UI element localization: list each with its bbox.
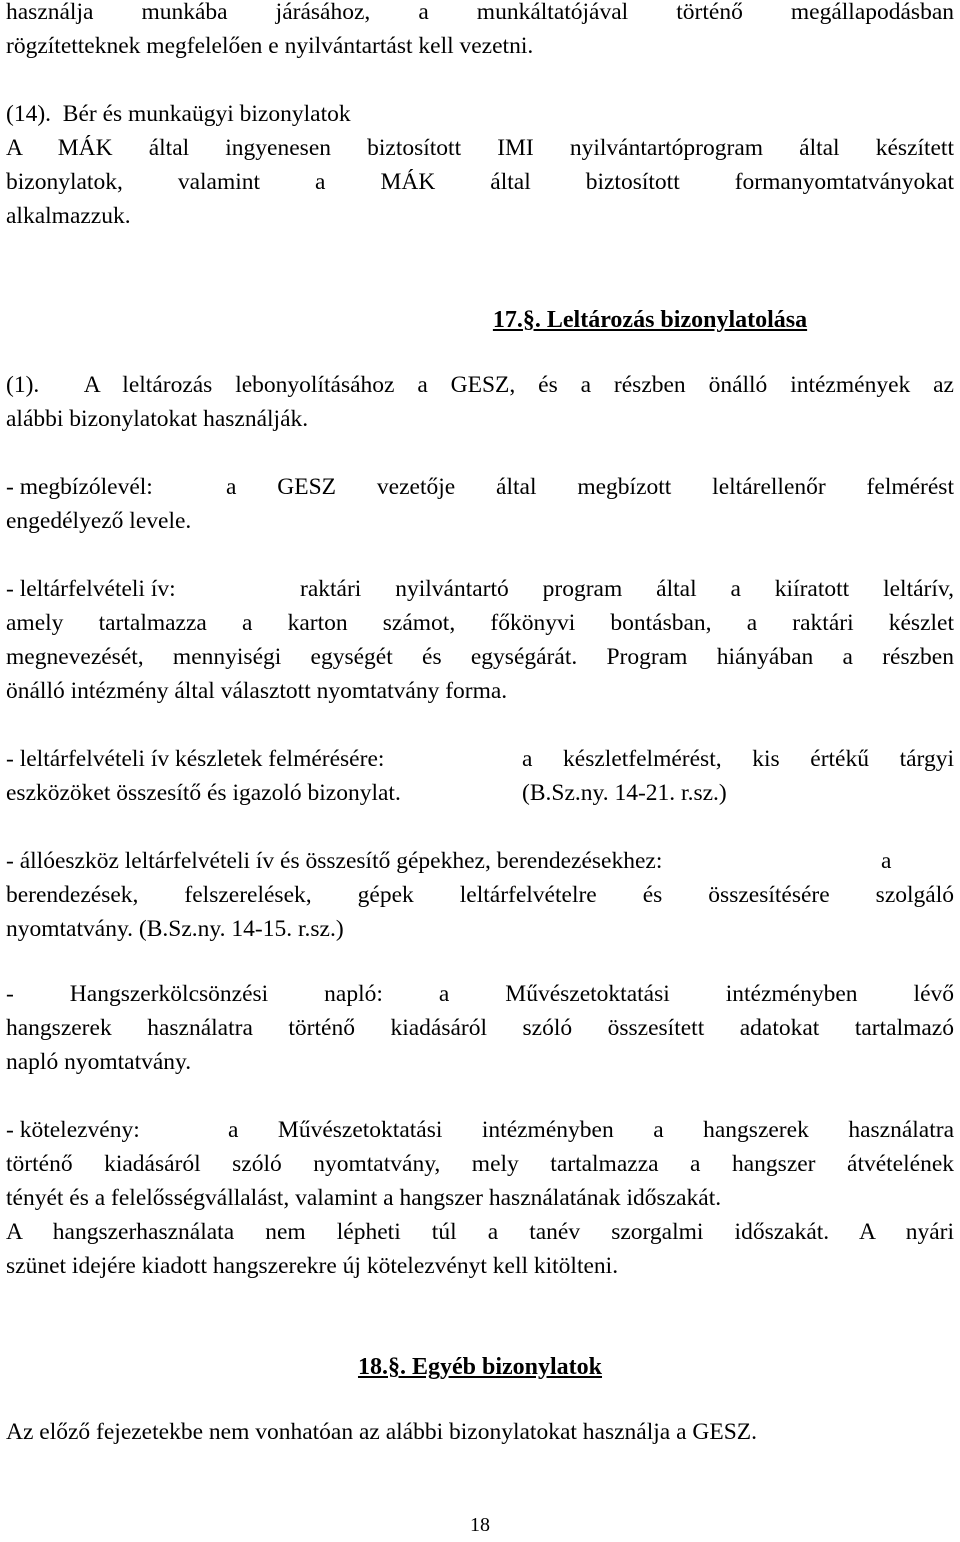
page-number: 18 xyxy=(470,1514,490,1536)
text-line: szünet idejére kiadott hangszerekre új kötelezvényt kell kitölteni. xyxy=(6,1253,619,1279)
item-kotelezveny xyxy=(6,1113,954,1283)
text-line xyxy=(6,742,954,776)
text-line: - Hangszerkölcsönzési napló: a Művészetoktatási intézményben lévő xyxy=(6,981,954,1007)
section-14-title: (14). Bér és munkaügyi bizonylatok xyxy=(6,101,351,127)
item-term: - megbízólevél: xyxy=(6,474,153,500)
text-line: A hangszerhasználata nem lépheti túl a tanév szorgalmi időszakát. A nyári xyxy=(6,1219,954,1245)
text-line: használja munkába járásához, a munkáltatójával történő megállapodásban xyxy=(6,0,954,25)
item-text: raktári nyilvántartó program által a kiíratott leltárív, xyxy=(300,576,954,602)
text-line xyxy=(6,776,954,810)
text-line: rögzítetteknek megfelelően e nyilvántartást kell vezetni. xyxy=(6,33,534,59)
text-line: engedélyező levele. xyxy=(6,508,192,534)
text-line: berendezések, felszerelések, gépek leltárfelvételre és összesítésére szolgáló xyxy=(6,882,954,908)
paragraph-18 xyxy=(6,1415,954,1449)
intro-paragraph xyxy=(6,0,954,63)
heading-17: 17.§. Leltározás bizonylatolása xyxy=(492,307,808,333)
item-text: (B.Sz.ny. 14-21. r.sz.) xyxy=(522,780,727,806)
text-line: tényét és a felelősségvállalást, valamint a hangszer használatának időszakát. xyxy=(6,1185,722,1211)
item-text: eszközöket összesítő és igazoló bizonylat. xyxy=(6,780,401,806)
paragraph-17-1 xyxy=(6,368,954,436)
item-megbizolevel xyxy=(6,470,954,538)
text-line: A MÁK által ingyenesen biztosított IMI nyilvántartóprogram által készített xyxy=(6,135,954,161)
item-text: a xyxy=(881,848,892,874)
item-text: a Művészetoktatási intézményben a hangszerek használatra xyxy=(228,1117,954,1143)
section-14 xyxy=(6,97,954,233)
text-line: történő kiadásáról szóló nyomtatvány, mely tartalmazza a hangszer átvételének xyxy=(6,1151,954,1177)
item-text: a GESZ vezetője által megbízott leltárellenőr felmérést xyxy=(226,474,954,500)
item-keszletek-felmerese xyxy=(6,742,954,810)
text-line: amely tartalmazza a karton számot, főkönyvi bontásban, a raktári készlet xyxy=(6,610,954,636)
text-line xyxy=(6,844,954,878)
text-line: hangszerek használatra történő kiadásáról szóló összesített adatokat tartalmazó xyxy=(6,1015,954,1041)
item-term: - kötelezvény: xyxy=(6,1117,140,1143)
text-line: alkalmazzuk. xyxy=(6,203,131,229)
text-line: alábbi bizonylatokat használják. xyxy=(6,406,309,432)
text-line: önálló intézmény által választott nyomtatvány forma. xyxy=(6,678,508,704)
text-line: Az előző fejezetekbe nem vonhatóan az alábbi bizonylatokat használja a GESZ. xyxy=(6,1419,758,1445)
text-line: (1). A leltározás lebonyolításához a GESZ, és a részben önálló intézmények az xyxy=(6,372,954,398)
item-alloeszkoz xyxy=(6,844,954,946)
text-line xyxy=(6,572,954,606)
text-line: bizonylatok, valamint a MÁK által biztosított formanyomtatványokat xyxy=(6,169,954,195)
item-term: - leltárfelvételi ív készletek felmérésére: xyxy=(6,746,385,772)
item-term: - állóeszköz leltárfelvételi ív és összesítő gépekhez, berendezésekhez: xyxy=(6,848,663,874)
heading-18: 18.§. Egyéb bizonylatok xyxy=(357,1354,603,1380)
text-line xyxy=(6,470,954,504)
item-term: - leltárfelvételi ív: xyxy=(6,576,176,602)
text-line xyxy=(6,1113,954,1147)
item-leltarfelveteli-iv xyxy=(6,572,954,708)
text-line: megnevezését, mennyiségi egységét és egységárát. Program hiányában a részben xyxy=(6,644,954,670)
text-line: napló nyomtatvány. xyxy=(6,1049,192,1075)
item-hangszerkolcsonzesi-naplo xyxy=(6,977,954,1079)
item-text: a készletfelmérést, kis értékű tárgyi xyxy=(522,746,954,772)
text-line: nyomtatvány. (B.Sz.ny. 14-15. r.sz.) xyxy=(6,916,344,942)
